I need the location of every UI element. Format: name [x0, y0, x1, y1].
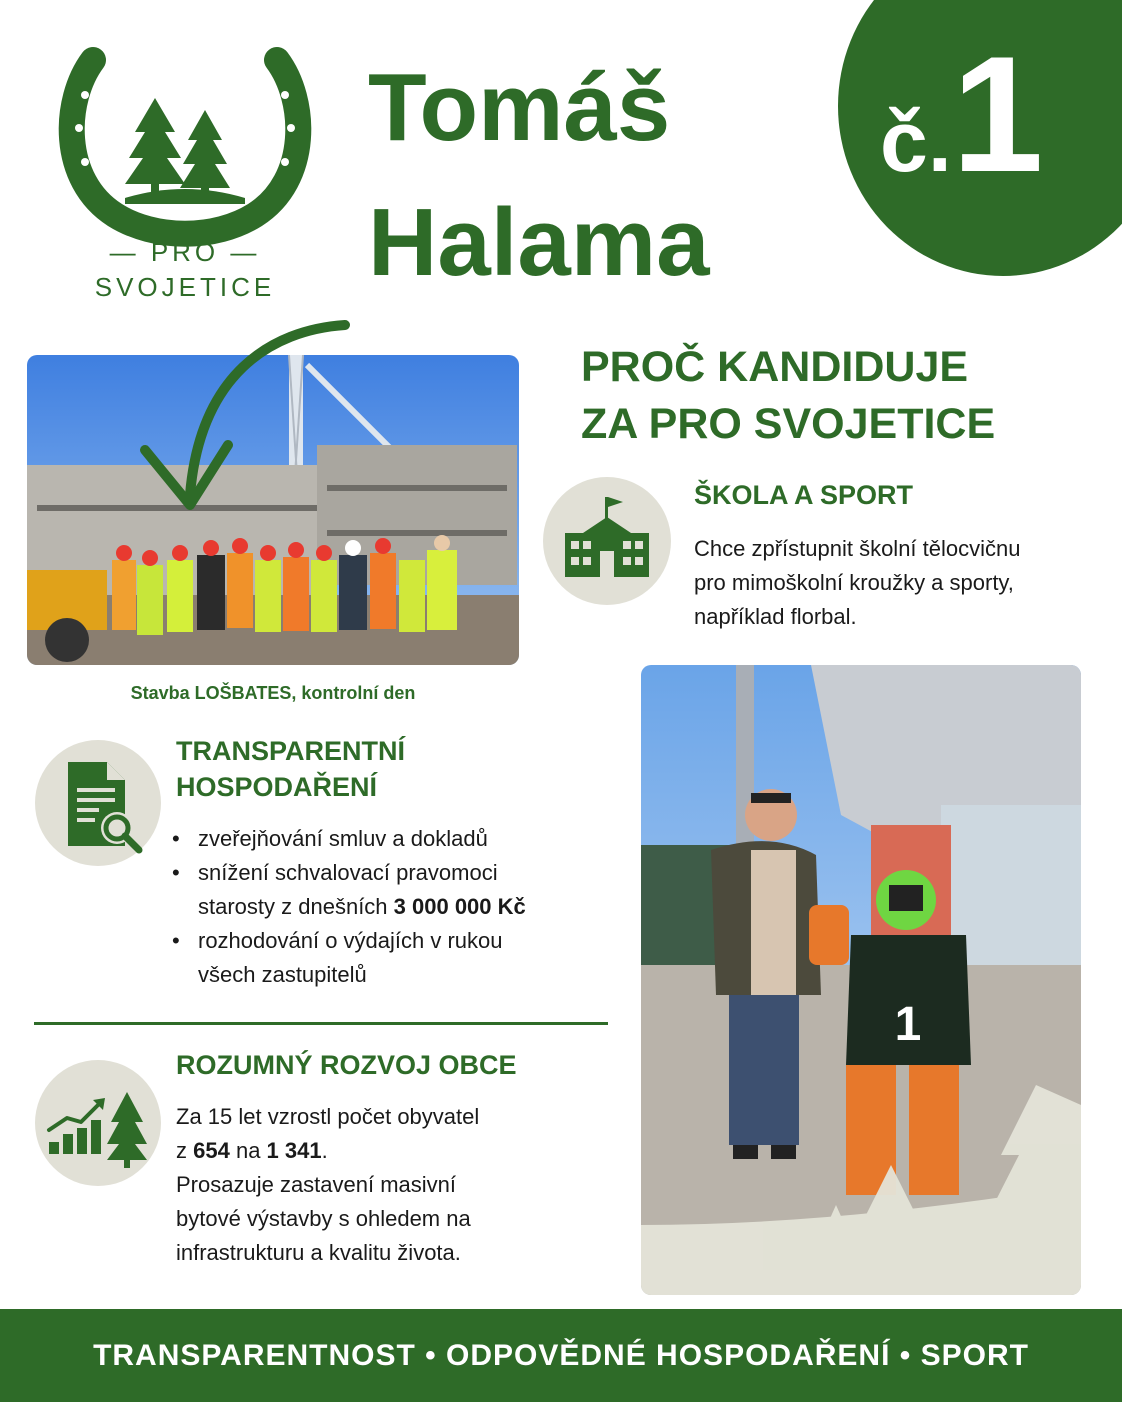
list-item-text: zveřejňování smluv a dokladů	[198, 826, 488, 851]
development-text-line: bytové výstavby s ohledem na	[176, 1206, 471, 1231]
development-title: ROZUMNÝ ROZVOJ OBCE	[176, 1050, 517, 1080]
why-heading-line1: PROČ KANDIDUJE	[581, 343, 969, 391]
list-item-text: starosty z dnešních	[198, 894, 394, 919]
section-divider	[34, 1022, 608, 1025]
list-item-text: rozhodování o výdajích v rukou	[198, 928, 503, 953]
transparency-list	[168, 822, 638, 992]
logo-text-svojetice: SVOJETICE	[94, 272, 276, 302]
transparency-title-line1: TRANSPARENTNÍ	[176, 736, 405, 766]
development-text-line: Prosazuje zastavení masivní	[176, 1172, 457, 1197]
logo-text-pro: — PRO —	[109, 237, 261, 267]
footer-slogan: TRANSPARENTNOST • ODPOVĚDNÉ HOSPODAŘENÍ • SPORT	[93, 1339, 1029, 1372]
pro-svojetice-logo	[55, 40, 315, 310]
list-item-text: snížení schvalovací pravomoci	[198, 860, 498, 885]
school-sport-text	[694, 532, 1114, 634]
why-heading-line2: ZA PRO SVOJETICE	[581, 400, 996, 448]
document-search-icon	[35, 740, 161, 866]
amount-value: 3 000 000 Kč	[393, 894, 526, 919]
school-sport-title: ŠKOLA A SPORT	[694, 480, 914, 510]
development-text-line: Za 15 let vzrostl počet obyvatel	[176, 1104, 480, 1129]
population-to: 1 341	[266, 1138, 322, 1163]
list-item	[168, 822, 638, 856]
text-fragment: na	[229, 1138, 267, 1163]
development-text-line: infrastrukturu a kvalitu života.	[176, 1240, 461, 1265]
list-item	[168, 924, 638, 992]
candidate-last-name: Halama	[368, 189, 710, 296]
school-text-line: Chce zpřístupnit školní tělocvičnu	[694, 536, 1021, 561]
text-fragment: z	[176, 1138, 194, 1163]
school-icon	[543, 477, 671, 605]
list-item-text: všech zastupitelů	[198, 962, 367, 987]
school-text-line: pro mimoškolní kroužky a sporty,	[694, 570, 1014, 595]
text-fragment: .	[321, 1138, 328, 1163]
school-text-line: například florbal.	[694, 604, 857, 629]
development-text	[176, 1100, 616, 1270]
growth-tree-icon	[35, 1060, 161, 1186]
candidate-number	[880, 22, 1044, 206]
arrow-down-left-icon	[130, 315, 360, 525]
development-text-line	[176, 1134, 616, 1168]
floorball-photo	[641, 665, 1081, 1295]
transparency-title-line2: HOSPODAŘENÍ	[176, 772, 378, 802]
population-from: 654	[193, 1138, 230, 1163]
jersey-number: 1	[894, 998, 922, 1051]
construction-photo-caption: Stavba LOŠBATES, kontrolní den	[130, 683, 416, 703]
candidate-number-value: 1	[951, 22, 1044, 206]
list-item	[168, 856, 638, 924]
candidate-first-name: Tomáš	[368, 54, 671, 161]
candidate-number-prefix: č.	[880, 94, 952, 190]
